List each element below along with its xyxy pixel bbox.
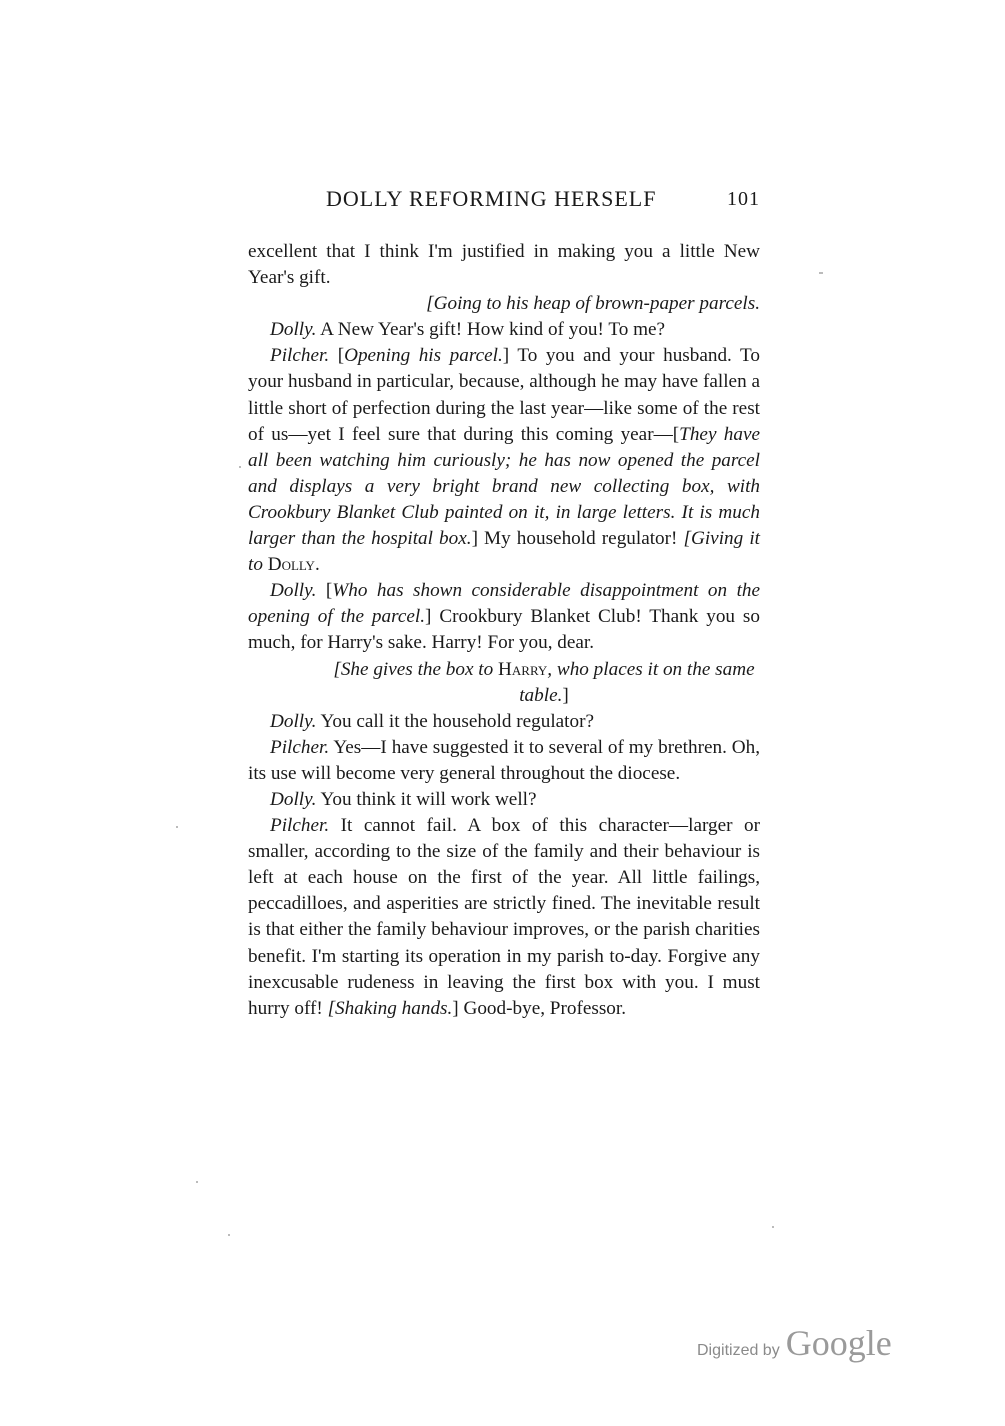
italic-run: Pilcher. [270, 345, 330, 367]
text-run: A New Year's gift! How kind of you! To me? [316, 319, 666, 341]
text-run: ] My household regulator! [471, 528, 684, 550]
text-run: ] Good-bye, Professor. [452, 997, 627, 1019]
italic-run: [Shaking hands. [327, 997, 453, 1019]
scan-speck [239, 466, 241, 468]
page-number: 101 [727, 188, 760, 210]
text-run: Yes—I have suggested it to several of my brethren. Oh, its use will become very general throughout the diocese. [248, 736, 760, 784]
small-caps-run: Dolly. [267, 554, 320, 576]
italic-run: Who has shown considerable disappointment on the opening of the parcel. [248, 580, 761, 628]
page-header [248, 186, 760, 216]
italic-run: They have all been watching him curiously; he has now opened the parcel and displays a very bright brand new collecting box, with Crookbury Blanket Club painted on it, in large letters. It is much larger than the hospital box. [248, 423, 760, 550]
small-caps-run: Harry [498, 658, 548, 680]
digitized-label: Digitized by [697, 1342, 780, 1359]
page-body [248, 239, 760, 1022]
stage-direction [248, 657, 760, 709]
text-run: excellent that I think I'm justified in making you a little New Year's gift. [248, 241, 760, 289]
dialogue-paragraph [248, 578, 760, 656]
italic-run: [Going to his heap of brown-paper parcels. [426, 293, 760, 315]
scan-speck [772, 1226, 774, 1228]
italic-run: Dolly. [270, 580, 317, 602]
italic-run: , who places it on the same table. [519, 658, 755, 706]
google-logo: Google [785, 1323, 892, 1363]
dialogue-paragraph [248, 787, 760, 813]
dialogue-paragraph [248, 735, 760, 787]
scan-speck [819, 272, 823, 274]
italic-run: [Giving it to [248, 528, 760, 576]
digitized-watermark [697, 1322, 892, 1364]
italic-run: Dolly. [270, 710, 317, 732]
italic-run: Dolly. [270, 319, 317, 341]
text-run: ] [562, 684, 569, 706]
stage-direction [248, 291, 760, 317]
scan-speck [228, 1234, 230, 1236]
dialogue-paragraph [248, 709, 760, 735]
text-run: You call it the household regulator? [316, 710, 595, 732]
dialogue-paragraph [248, 317, 760, 343]
italic-run: Pilcher. [270, 736, 330, 758]
italic-run: Dolly. [270, 788, 317, 810]
text-run: You think it will work well? [316, 788, 537, 810]
text-run: It cannot fail. A box of this character—larger or smaller, according to the size of the family and their behaviour is left at each house on the first of the year. All little failings, peccadilloes, and asperities are strictly fined. The inevitable result is that either the family behaviour improves, or the parish charities benefit. I'm starting its operation in my parish to-day. Forgive any inexcusable rudeness in leaving the first box with you. I must hurry off! [248, 815, 760, 1019]
text-run: [ [316, 580, 333, 602]
italic-run: Pilcher. [270, 815, 330, 837]
italic-run: [She gives the box to [333, 658, 499, 680]
dialogue-paragraph [248, 343, 760, 578]
italic-run: Opening his parcel. [344, 345, 503, 367]
scan-speck [196, 1181, 198, 1183]
dialogue-paragraph [248, 813, 760, 1022]
text-run: ] Crookbury Blanket Club! Thank you so much, for Harry's sake. Harry! For you, dear. [248, 606, 760, 654]
text-run: ] To you and your husband. To your husband in particular, because, although he may have fallen a little short of perfection during the last year—like some of the rest of us—yet I feel sure that during this coming year—[ [248, 345, 761, 445]
paragraph [248, 239, 760, 291]
running-title: DOLLY REFORMING HERSELF [326, 186, 657, 211]
scan-speck [176, 826, 178, 828]
text-run: [ [329, 345, 345, 367]
